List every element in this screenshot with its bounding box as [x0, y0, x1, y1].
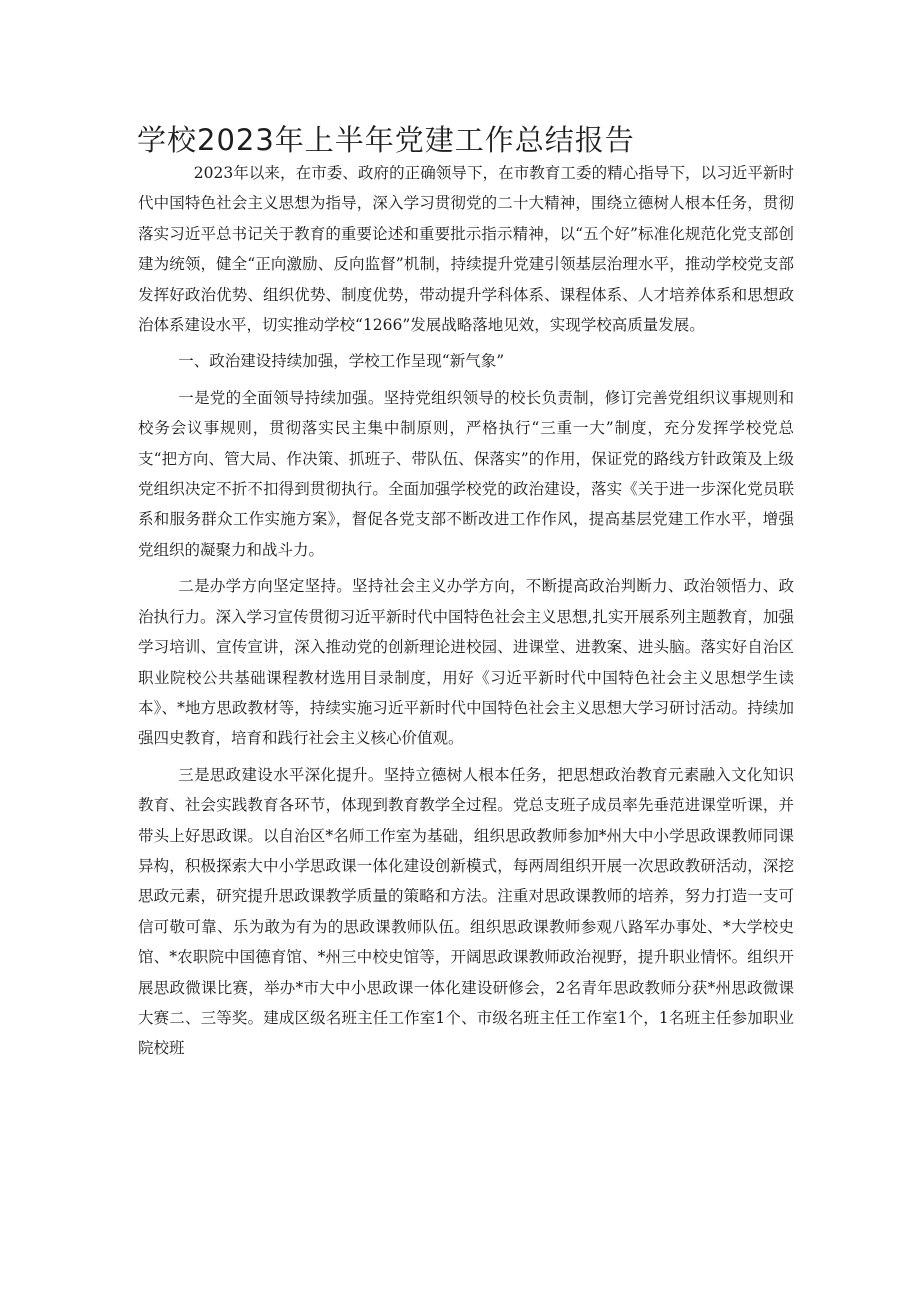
paragraph-party-leadership: 一是党的全面领导持续加强。坚持党组织领导的校长负责制，修订完善党组织议事规则和校务会议事规则，贯彻落实民主集中制原则，严格执行“三重一大”制度，充分发挥学校党总支“把方向、管大局、作决策、抓班子、带队伍、保落实”的作用，保证党的路线方针政策及上级党组织决定不折不扣得到贯彻执行。全面加强学校党的政治建设，落实《关于进一步深化党员联系和服务群众工作实施方案》，督促各党支部不断改进工作作风，提高基层党建工作水平，增强党组织的凝聚力和战斗力。 [138, 388, 794, 559]
intro-paragraph: 2023年以来，在市委、政府的正确领导下，在市教育工委的精心指导下，以习近平新时代中国特色社会主义思想为指导，深入学习贯彻党的二十大精神，围绕立德树人根本任务，贯彻落实习近平总书记关于教育的重要论述和重要批示指示精神，以“五个好”标准化规范化党支部创建为统领，健全“正向激励、反向监督”机制，持续提升党建引领基层治理水平，推动学校党支部发挥好政治优势、组织优势、制度优势，带动提升学科体系、课程体系、人才培养体系和思想政治体系建设水平，切实推动学校“1266”发展战略落地见效，实现学校高质量发展。 [138, 164, 794, 335]
document-body [138, 150, 794, 1070]
paragraph-school-direction: 二是办学方向坚定坚持。坚持社会主义办学方向，不断提高政治判断力、政治领悟力、政治执行力。深入学习宣传贯彻习近平新时代中国特色社会主义思想,扎实开展系列主题教育，加强学习培训、宣传宣讲，深入推动党的创新理论进校园、进课堂、进教案、进头脑。落实好自治区职业院校公共基础课程教材选用目录制度，用好《习近平新时代中国特色社会主义思想学生读本》、*地方思政教材等，持续实施习近平新时代中国特色社会主义思想大学习研讨活动。持续加强四史教育，培育和践行社会主义核心价值观。 [138, 577, 794, 748]
document-title: 学校2023年上半年党建工作总结报告 [137, 123, 635, 157]
paragraph-ideological-education: 三是思政建设水平深化提升。坚持立德树人根本任务，把思想政治教育元素融入文化知识教育、社会实践教育各环节，体现到教育教学全过程。党总支班子成员率先垂范进课堂听课，并带头上好思政课。以自治区*名师工作室为基础，组织思政教师参加*州大中小学思政课教师同课异构，积极探索大中小学思政课一体化建设创新模式，每两周组织开展一次思政教研活动，深挖思政元素，研究提升思政课教学质量的策略和方法。注重对思政课教师的培养，努力打造一支可信可敬可靠、乐为敢为有为的思政课教师队伍。组织思政课教师参观八路军办事处、*大学校史馆、*农职院中国德育馆、*州三中校史馆等，开阔思政课教师政治视野，提升职业情怀。组织开展思政微课比赛，举办*市大中小思政课一体化建设研修会，2名青年思政教师分获*州思政微课大赛二、三等奖。建成区级名班主任工作室1个、市级名班主任工作室1个，1名班主任参加职业院校班 [138, 765, 794, 1058]
section-heading-political-construction: 一、政治建设持续加强，学校工作呈现“新气象” [178, 352, 505, 371]
